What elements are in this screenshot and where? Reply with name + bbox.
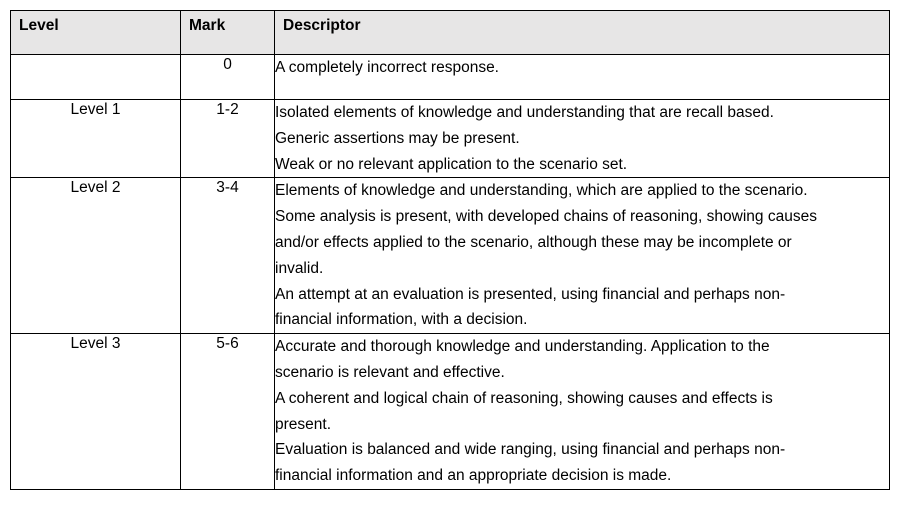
descriptor-line: invalid. (275, 259, 324, 277)
mark-cell: 0 (181, 55, 275, 100)
level-cell (11, 55, 181, 100)
descriptor-line: Generic assertions may be present. (275, 129, 520, 147)
descriptor-line: financial information and an appropriate decision is made. (275, 467, 672, 485)
descriptor-cell (275, 100, 890, 178)
table-row (11, 334, 890, 490)
descriptor-line: Isolated elements of knowledge and understanding that are recall based. (275, 104, 774, 121)
table-row (11, 100, 890, 178)
descriptor-line: present. (275, 415, 332, 433)
descriptor-line: A coherent and logical chain of reasoning, showing causes and effects is (275, 389, 773, 407)
descriptor-line: A completely incorrect response. (275, 59, 499, 76)
descriptor-cell (275, 178, 890, 334)
descriptor-cell (275, 334, 890, 490)
descriptor-line: scenario is relevant and effective. (275, 363, 505, 381)
header-mark: Mark (181, 11, 275, 55)
mark-scheme-table (10, 10, 890, 490)
table-row (11, 178, 890, 334)
header-level: Level (11, 11, 181, 55)
descriptor-line: Accurate and thorough knowledge and understanding. Application to the (275, 338, 770, 356)
level-cell: Level 2 (11, 178, 181, 334)
mark-cell: 1-2 (181, 100, 275, 178)
level-cell: Level 1 (11, 100, 181, 178)
descriptor-cell (275, 55, 890, 100)
header-row (11, 11, 890, 55)
header-descriptor: Descriptor (275, 11, 890, 55)
descriptor-line: financial information, with a decision. (275, 311, 528, 329)
mark-cell: 3-4 (181, 178, 275, 334)
level-cell: Level 3 (11, 334, 181, 490)
descriptor-line: Weak or no relevant application to the scenario set. (275, 155, 628, 173)
mark-cell: 5-6 (181, 334, 275, 490)
descriptor-line: Elements of knowledge and understanding, which are applied to the scenario. (275, 182, 808, 200)
table-row (11, 55, 890, 100)
descriptor-line: Some analysis is present, with developed chains of reasoning, showing causes (275, 208, 817, 226)
descriptor-line: Evaluation is balanced and wide ranging, using financial and perhaps non- (275, 441, 786, 459)
descriptor-line: and/or effects applied to the scenario, although these may be incomplete or (275, 233, 792, 251)
descriptor-line: An attempt at an evaluation is presented, using financial and perhaps non- (275, 285, 786, 303)
